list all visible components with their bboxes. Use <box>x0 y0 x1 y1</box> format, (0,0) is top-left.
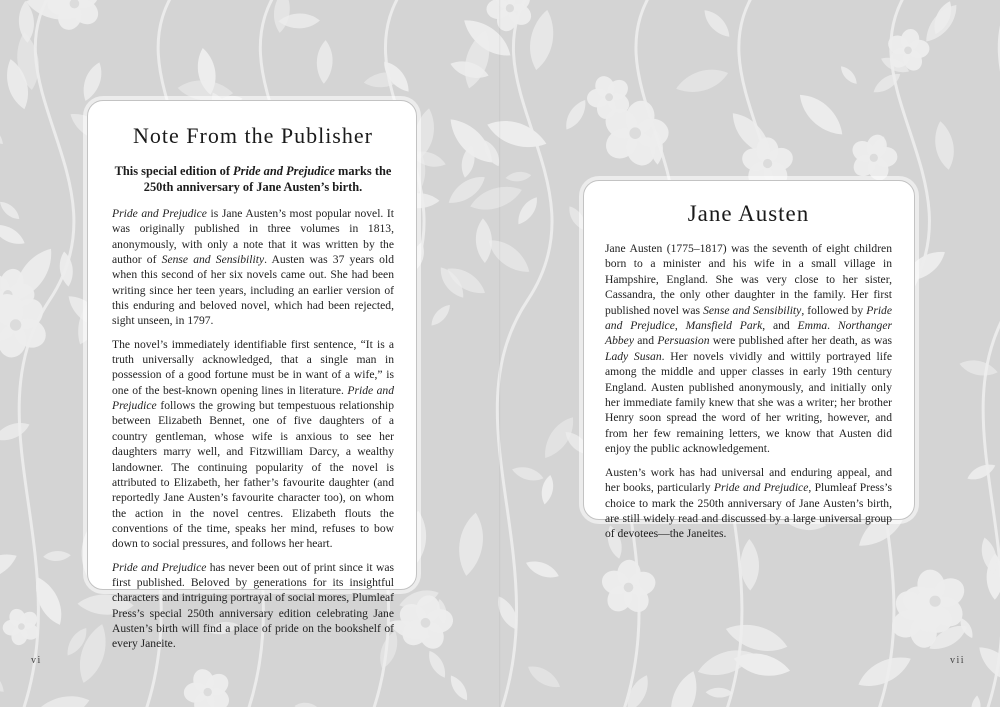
leaf-shape <box>0 121 6 148</box>
blossom-center <box>763 159 772 168</box>
text-run: , <box>674 319 686 333</box>
text-run: is Jane Austen’s most popular novel. It was originally published in three volumes in 1813, anonymously, with only a note that it was written by the author of <box>112 207 394 267</box>
text-run: This special edition of <box>114 164 234 178</box>
blossom-center <box>10 319 21 330</box>
italic-title-run: Pride and Prejudice <box>112 383 395 413</box>
leaf-shape <box>664 668 704 707</box>
text-run: The novel’s immediately identifiable first sentence, “It is a truth universally acknowledged, that a single man in possession of a good fortune must be in want of a wife,” is one of the best-known opening lines in literature. <box>112 337 394 397</box>
leaf-shape <box>524 557 562 582</box>
blossom-center <box>421 618 431 628</box>
text-run: . Her novels vividly and wittily portrayed life among the middle and upper classes in early 19th century England. Austen published anonymously, and initially only her immediate family knew that she was a writer; her brother Henry soon spread the word of her writing, however, and from her few remaining letters, we know that Austen did enjoy the public acknowledgement. <box>605 349 892 456</box>
leaf-shape <box>740 539 759 591</box>
leaf-shape <box>455 511 487 578</box>
italic-title-run: Lady Susan <box>605 349 662 363</box>
publisher-note-panel <box>87 100 417 651</box>
page-number-left: vi <box>31 655 42 666</box>
blossom-center <box>18 623 25 630</box>
leaf-shape <box>561 97 590 133</box>
author-bio-title: Jane Austen <box>687 201 810 226</box>
leaf-shape <box>43 550 71 561</box>
book-gutter <box>499 0 501 707</box>
blossom-center <box>629 127 641 139</box>
leaf-shape <box>524 661 563 693</box>
italic-title-run: Mansfield Park <box>685 319 763 333</box>
leaf-shape <box>316 40 334 84</box>
italic-title-run: Sense and Sensibility <box>703 303 802 317</box>
text-run: , and <box>762 319 798 333</box>
leaf-shape <box>73 621 113 686</box>
text-run: Austen’s work has had universal and enduring appeal, and her books, particularly <box>605 465 892 495</box>
publisher-note-intro <box>112 163 394 195</box>
leaf-shape <box>29 690 92 707</box>
text-run: , Plumleaf Press’s choice to mark the 250th anniversary of Jane Austen’s birth, are still widely read and discussed by a large universal group of devotees—the Janeites. <box>605 481 893 541</box>
blossom-center <box>605 93 613 101</box>
italic-title-run: Pride and Prejudice <box>713 481 809 495</box>
publisher-note-paragraph-1 <box>112 206 394 329</box>
leaf-shape <box>706 687 733 698</box>
leaf-shape <box>793 87 850 142</box>
publisher-note-title: Note From the Publisher <box>133 123 373 148</box>
text-run: , followed by <box>801 303 867 317</box>
italic-title-run: Northanger Abbey <box>605 319 892 348</box>
blossom-center <box>506 4 514 12</box>
leaf-shape <box>294 702 319 707</box>
leaf-shape <box>958 357 999 379</box>
blossom-center <box>870 154 878 162</box>
italic-title-run: Pride and Prejudice <box>112 207 207 220</box>
italic-title-run: Emma <box>797 319 828 333</box>
italic-title-run: Pride and Prejudice <box>605 303 892 333</box>
leaf-shape <box>0 220 28 250</box>
leaf-shape <box>700 6 734 41</box>
blossom-center <box>204 688 212 696</box>
author-bio-panel <box>583 180 915 541</box>
publisher-note-paragraph-2 <box>112 337 394 552</box>
blossom-center <box>930 596 941 607</box>
text-run: were published after her death, as was <box>709 334 892 348</box>
leaf-shape <box>965 460 998 483</box>
leaf-shape <box>0 547 21 586</box>
leaf-shape <box>505 171 532 183</box>
leaf-shape <box>0 198 22 222</box>
leaf-shape <box>510 464 545 484</box>
blossom-center <box>624 583 634 593</box>
leaf-shape <box>0 664 8 696</box>
leaf-shape <box>932 120 958 172</box>
page-number-right: vii <box>950 655 966 666</box>
leaf-shape <box>970 695 981 707</box>
leaf-shape <box>493 593 523 633</box>
text-run: . <box>827 319 838 333</box>
text-run: marks the 250th anniversary of Jane Austen’s birth. <box>143 164 392 194</box>
text-run: has never been out of print since it was first published. Beloved by generations for its insightful characters and intriguing portrayal of social mores, Plumleaf Press’s special 250th anniversary edition celebrating Jane Austen’s birth will find a place of pride on the bookshelf of every Janeite. <box>112 560 394 651</box>
leaf-shape <box>838 64 860 87</box>
leaf-shape <box>447 673 472 703</box>
italic-title-run: Sense and Sensibility <box>161 253 265 267</box>
text-run: and <box>633 334 658 348</box>
leaf-shape <box>79 60 107 104</box>
author-bio-paragraph-2 <box>605 465 892 542</box>
leaf-shape <box>425 648 450 680</box>
italic-title-run: Pride and Prejudice <box>112 560 207 574</box>
leaf-shape <box>514 194 542 228</box>
leaf-shape <box>428 302 454 329</box>
italic-title-run: Persuasion <box>657 334 710 348</box>
vine-stem <box>983 0 1000 707</box>
text-run: . Austen was 37 years old when this second of her six novels came out. She had been writing since her teen years, including an earlier version of this enduring and beloved novel, which had been rejected, sight unseen, in 1797. <box>112 253 394 328</box>
text-run: Jane Austen (1775–1817) was the seventh of eight children born to a minister and his wife in a small village in Hampshire, England. She was very close to her sister, Cassandra, the only other daughter in the family. Her first published novel was <box>605 242 892 317</box>
blossom-center <box>904 47 912 55</box>
text-run: follows the growing but tempestuous relationship between Elizabeth Bennet, one of five daughters of a country gentleman, whose wife is anxious to see her daughters marry well, and Fitzwilliam Darcy, a wealthy landowner. The continuing popularity of the novel is attributed to Elizabeth, her father’s favourite daughter (and reportedly Jane Austen’s favourite character too), on whom the action in the novel centres. Elizabeth flouts the conventions of the time, speaks her mind, refuses to bow down to social pressures, and follows her heart. <box>112 399 394 551</box>
italic-title-run: Pride and Prejudice <box>233 164 335 178</box>
publisher-note-paragraph-3 <box>112 560 394 652</box>
leaf-shape <box>673 64 731 98</box>
author-bio-paragraph-1 <box>605 241 892 457</box>
leaf-shape <box>0 418 32 445</box>
